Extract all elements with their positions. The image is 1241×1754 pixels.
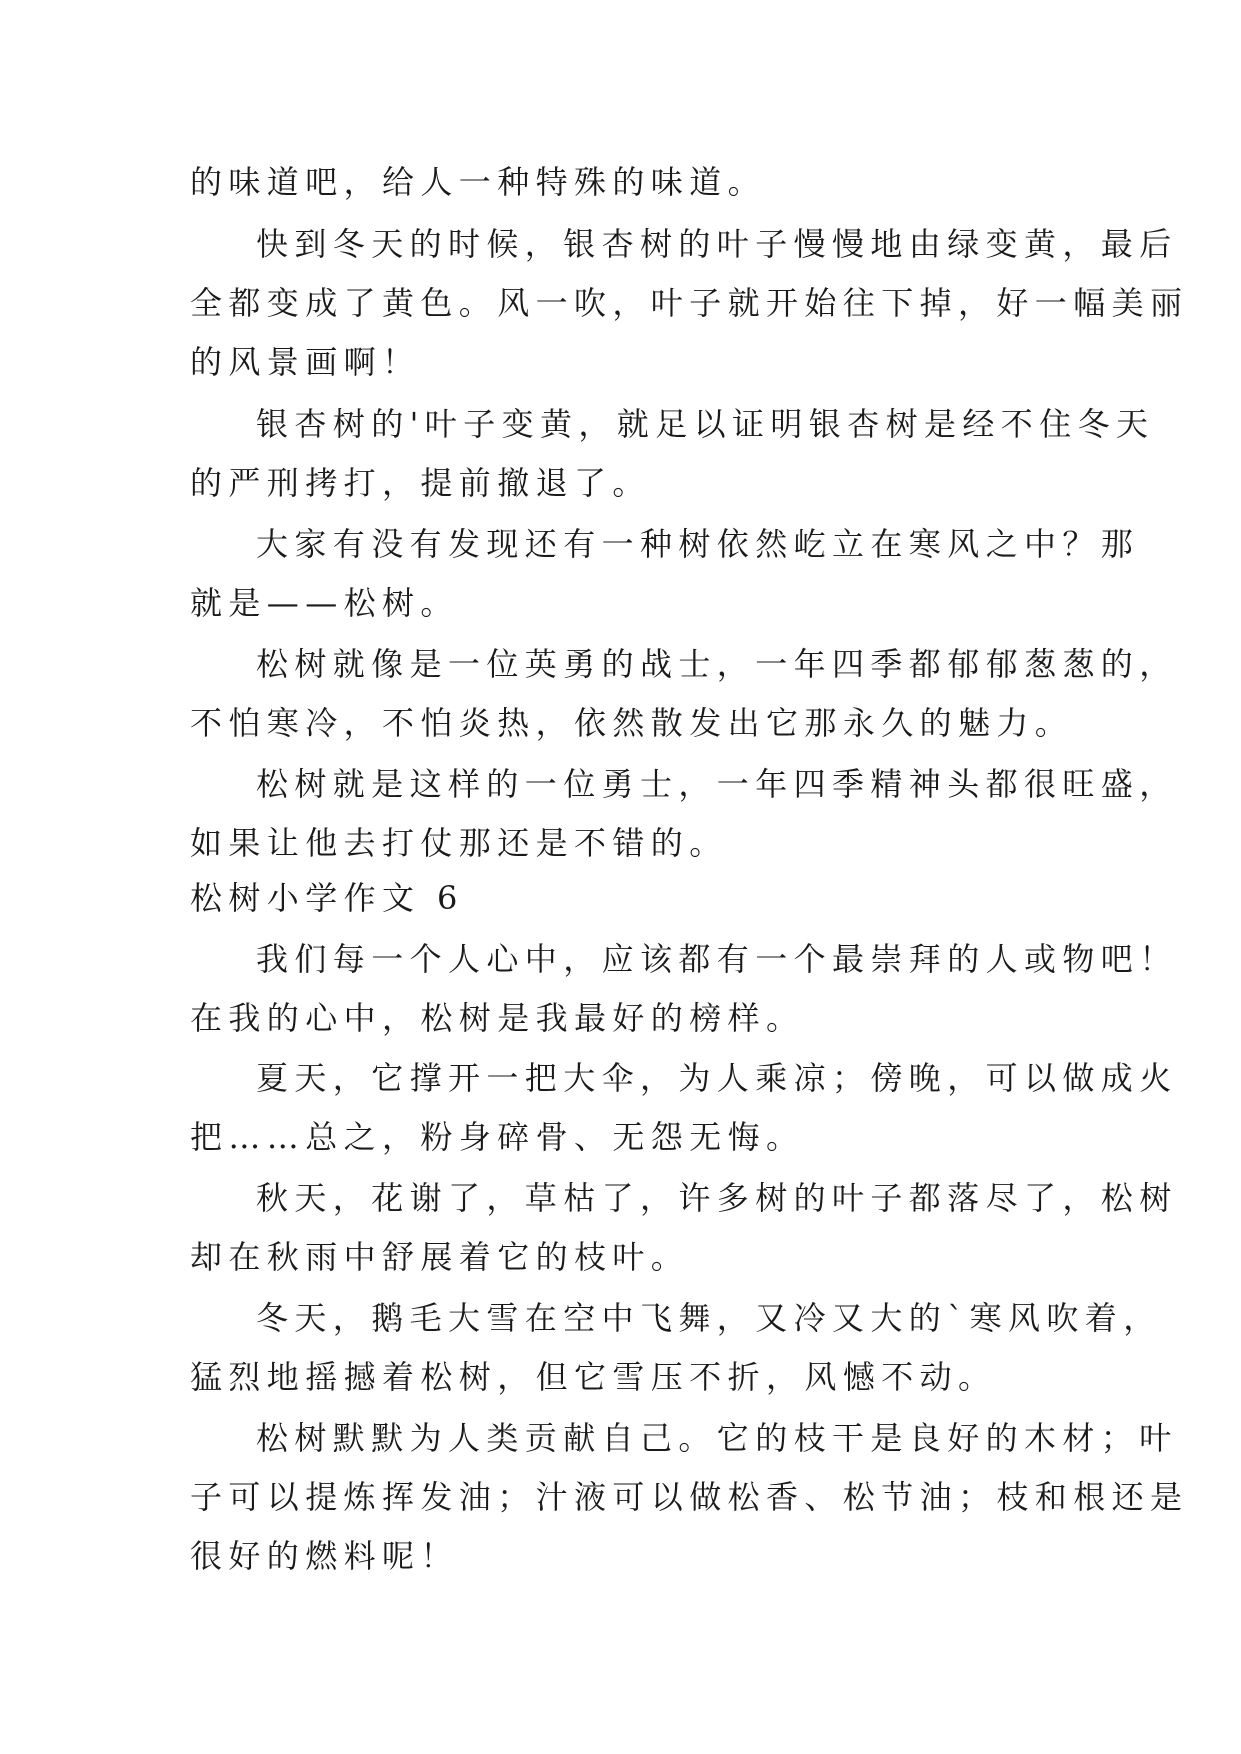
text-line: 却在秋雨中舒展着它的枝叶。: [190, 1238, 690, 1276]
text-line: 大家有没有发现还有一种树依然屹立在寒风之中？那: [256, 525, 1140, 563]
text-line: 秋天，花谢了，草枯了，许多树的叶子都落尽了，松树: [256, 1179, 1178, 1217]
text-line: 在我的心中，松树是我最好的榜样。: [190, 999, 805, 1037]
text-line: 松树默默为人类贡献自己。它的枝干是良好的木材；叶: [256, 1419, 1178, 1457]
text-line: 把……总之，粉身碎骨、无怨无悔。: [190, 1118, 805, 1156]
text-line: 的严刑拷打，提前撤退了。: [190, 464, 651, 502]
text-line: 银杏树的'叶子变黄，就足以证明银杏树是经不住冬天: [256, 405, 1155, 443]
text-line: 松树就是这样的一位勇士，一年四季精神头都很旺盛，: [256, 765, 1178, 803]
text-line: 快到冬天的时候，银杏树的叶子慢慢地由绿变黄，最后: [256, 225, 1178, 263]
text-line: 的味道吧，给人一种特殊的味道。: [190, 163, 767, 201]
text-line: 很好的燃料呢！: [190, 1537, 459, 1575]
text-line: 子可以提炼挥发油；汁液可以做松香、松节油；枝和根还是: [190, 1478, 1189, 1516]
section-heading: 松树小学作文 6: [190, 879, 464, 917]
text-line: 不怕寒冷，不怕炎热，依然散发出它那永久的魅力。: [190, 704, 1074, 742]
text-line: 松树就像是一位英勇的战士，一年四季都郁郁葱葱的，: [256, 645, 1178, 683]
text-line: 就是——松树。: [190, 584, 459, 622]
text-line: 我们每一个人心中，应该都有一个最崇拜的人或物吧！: [256, 940, 1178, 978]
text-line: 夏天，它撑开一把大伞，为人乘凉；傍晚，可以做成火: [256, 1059, 1178, 1097]
text-line: 全都变成了黄色。风一吹，叶子就开始往下掉，好一幅美丽: [190, 284, 1189, 322]
text-line: 如果让他去打仗那还是不错的。: [190, 824, 728, 862]
text-line: 冬天，鹅毛大雪在空中飞舞，又冷又大的`寒风吹着，: [256, 1299, 1162, 1337]
text-line: 的风景画啊！: [190, 343, 421, 381]
text-line: 猛烈地摇撼着松树，但它雪压不折，风憾不动。: [190, 1358, 997, 1396]
